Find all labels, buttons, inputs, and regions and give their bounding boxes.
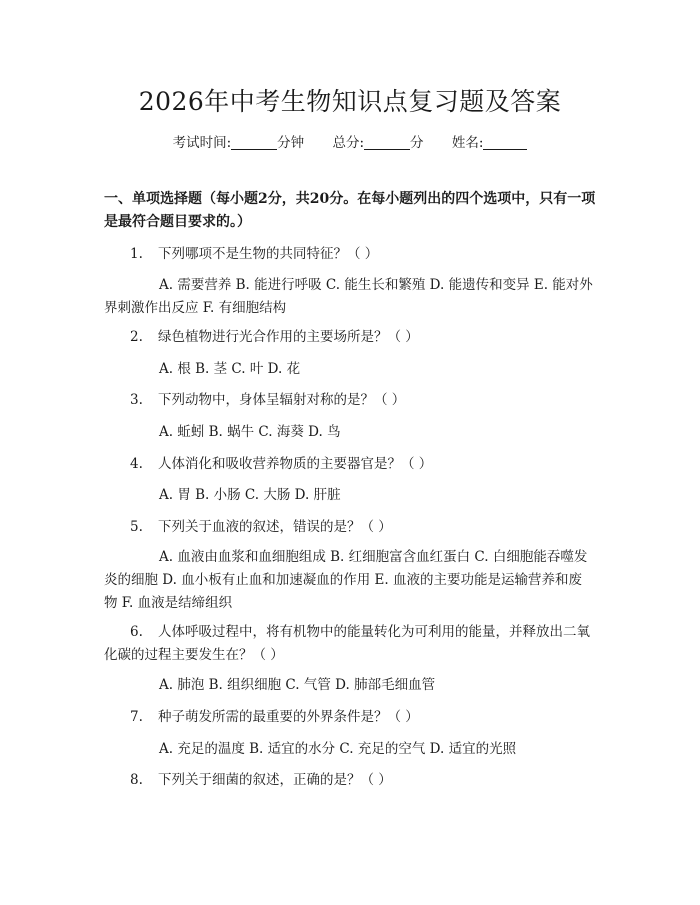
student-name-field bbox=[452, 131, 528, 151]
question-number: 5. bbox=[130, 519, 143, 535]
question-options: A. 充足的温度 B. 适宜的水分 C. 充足的空气 D. 适宜的光照 bbox=[159, 741, 517, 757]
question-stem bbox=[104, 621, 594, 667]
question-stem bbox=[104, 706, 594, 729]
question-stem bbox=[104, 389, 594, 412]
section-heading: 一、单项选择题（每小题2分，共20分。在每小题列出的四个选项中，只有一项是最符合题目要求的。） bbox=[104, 191, 596, 230]
question-options: A. 需要营养 B. 能进行呼吸 C. 能生长和繁殖 D. 能遗传和变异 E. 能对外界刺激作出反应 F. 有细胞结构 bbox=[104, 277, 593, 316]
question-text: 下列哪项不是生物的共同特征？（ ） bbox=[158, 246, 379, 262]
question-number: 3. bbox=[130, 392, 143, 408]
student-name-blank bbox=[483, 135, 527, 150]
exam-info-line bbox=[0, 131, 700, 151]
total-score-blank bbox=[364, 135, 410, 150]
question-text: 种子萌发所需的最重要的外界条件是？（ ） bbox=[158, 709, 419, 725]
question-options: A. 肺泡 B. 组织细胞 C. 气管 D. 肺部毛细血管 bbox=[159, 677, 436, 693]
question-number: 8. bbox=[130, 772, 143, 788]
question-number: 1. bbox=[130, 246, 143, 262]
question-options: A. 胃 B. 小肠 C. 大肠 D. 肝脏 bbox=[159, 487, 341, 503]
question-text: 下列关于血液的叙述，错误的是？（ ） bbox=[158, 519, 392, 535]
question-options: A. 血液由血浆和血细胞组成 B. 红细胞富含血红蛋白 C. 白细胞能吞噬发炎的细胞 D. 血小板有止血和加速凝血的作用 E. 血液的主要功能是运输营养和废物 F. 血液是结缔组织 bbox=[104, 549, 588, 611]
question-text: 人体消化和吸收营养物质的主要器官是？（ ） bbox=[158, 456, 433, 472]
question-number: 2. bbox=[130, 329, 143, 345]
question-stem bbox=[104, 769, 594, 792]
question-number: 7. bbox=[130, 709, 143, 725]
total-score-label: 总分: bbox=[332, 135, 365, 151]
question-text: 人体呼吸过程中，将有机物中的能量转化为可利用的能量，并释放出二氧化碳的过程主要发生在？（ ） bbox=[104, 624, 590, 663]
question-options: A. 蚯蚓 B. 蜗牛 C. 海葵 D. 鸟 bbox=[159, 424, 341, 440]
exam-time-blank bbox=[231, 135, 277, 150]
question-number: 6. bbox=[130, 624, 143, 640]
student-name-label: 姓名: bbox=[451, 135, 484, 151]
total-score-field bbox=[332, 131, 423, 151]
total-score-unit: 分 bbox=[410, 135, 424, 151]
question-text: 下列关于细菌的叙述，正确的是？（ ） bbox=[158, 772, 392, 788]
question-number: 4. bbox=[130, 456, 143, 472]
exam-time-field bbox=[173, 131, 305, 151]
exam-time-label: 考试时间: bbox=[172, 135, 232, 151]
question-stem bbox=[104, 243, 594, 266]
page-title: 2026年中考生物知识点复习题及答案 bbox=[138, 87, 562, 116]
question-text: 下列动物中，身体呈辐射对称的是？（ ） bbox=[158, 392, 406, 408]
question-stem bbox=[104, 516, 594, 539]
question-stem bbox=[104, 453, 594, 476]
question-text: 绿色植物进行光合作用的主要场所是？（ ） bbox=[158, 329, 419, 345]
question-stem bbox=[104, 326, 594, 349]
question-options: A. 根 B. 茎 C. 叶 D. 花 bbox=[159, 361, 301, 377]
exam-time-unit: 分钟 bbox=[277, 135, 305, 151]
